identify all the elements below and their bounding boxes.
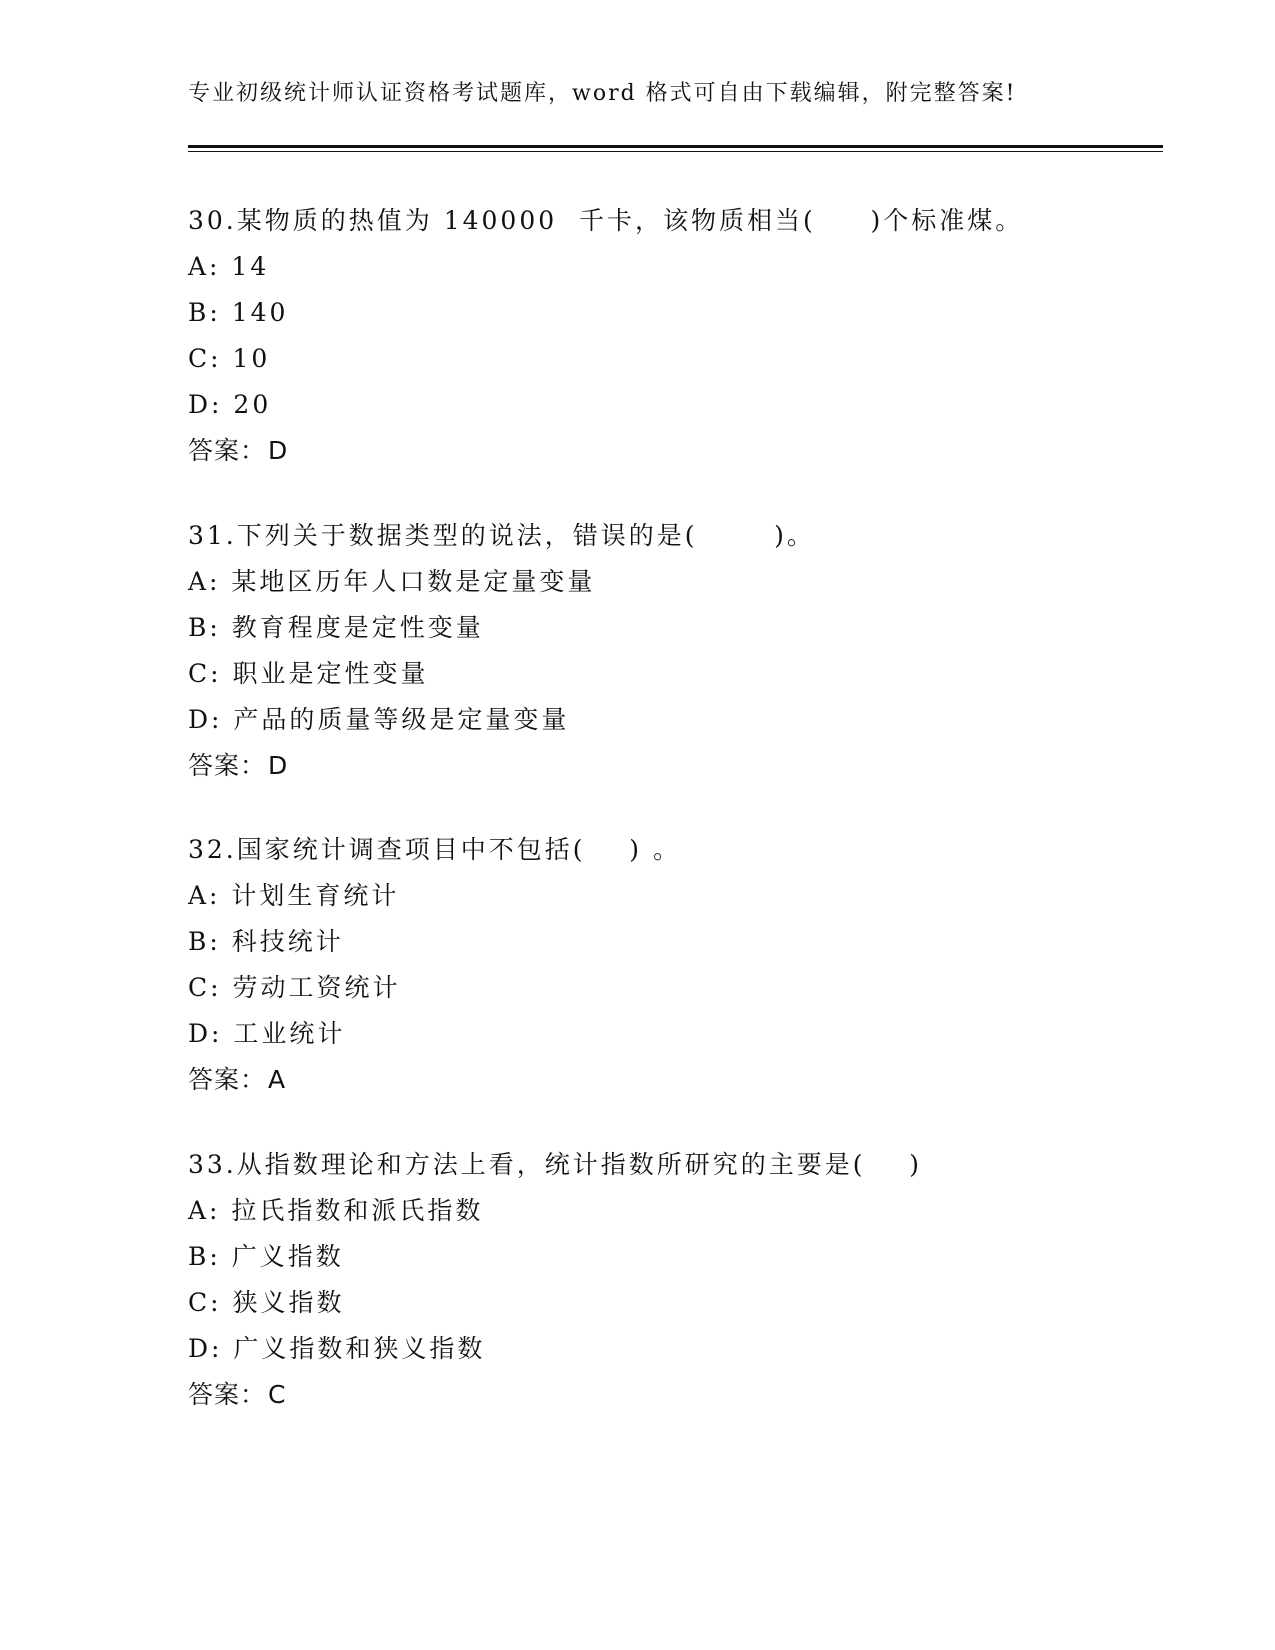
- answer-line: [188, 743, 1188, 789]
- answer-value: D: [268, 436, 289, 465]
- option-d: D: 工业统计: [188, 1019, 346, 1048]
- option-c: C: 狭义指数: [188, 1288, 345, 1317]
- option-c: C: 职业是定性变量: [188, 659, 429, 688]
- option-b: B: 140: [188, 298, 289, 327]
- question-30: [188, 198, 1188, 474]
- option-b: B: 广义指数: [188, 1242, 344, 1271]
- answer-value: D: [268, 751, 289, 780]
- option-b: B: 教育程度是定性变量: [188, 613, 484, 642]
- answer-label: 答案：: [188, 1065, 267, 1094]
- option-d: D: 20: [188, 390, 272, 419]
- answer-label: 答案：: [188, 1380, 267, 1409]
- option-a: A: 拉氏指数和派氏指数: [188, 1196, 484, 1225]
- option-c: C: 劳动工资统计: [188, 973, 401, 1002]
- option-d: D: 广义指数和狭义指数: [188, 1334, 486, 1363]
- option-c: C: 10: [188, 344, 271, 373]
- header-rule-thin: [188, 151, 1163, 152]
- question-33: [188, 1142, 1188, 1418]
- answer-line: [188, 1057, 1188, 1103]
- answer-line: [188, 428, 1188, 474]
- option-b: B: 科技统计: [188, 927, 344, 956]
- question-32: [188, 827, 1188, 1103]
- option-a: A: 计划生育统计: [188, 881, 400, 910]
- option-a: A: 14: [188, 252, 270, 281]
- answer-line: [188, 1372, 1188, 1418]
- answer-label: 答案：: [188, 751, 267, 780]
- question-stem: 32.国家统计调查项目中不包括( ) 。: [188, 835, 682, 864]
- question-stem: 30.某物质的热值为 140000 千卡，该物质相当( )个标准煤。: [188, 206, 1024, 235]
- question-stem: 31.下列关于数据类型的说法，错误的是( )。: [188, 521, 815, 550]
- answer-label: 答案：: [188, 436, 267, 465]
- answer-value: C: [268, 1380, 287, 1409]
- page-header: 专业初级统计师认证资格考试题库，word 格式可自由下载编辑，附完整答案!: [188, 81, 1017, 106]
- question-stem: 33.从指数理论和方法上看，统计指数所研究的主要是( ): [188, 1150, 923, 1179]
- option-a: A: 某地区历年人口数是定量变量: [188, 567, 596, 596]
- answer-value: A: [268, 1065, 287, 1094]
- question-31: [188, 513, 1188, 789]
- option-d: D: 产品的质量等级是定量变量: [188, 705, 570, 734]
- header-rule-thick: [188, 145, 1163, 148]
